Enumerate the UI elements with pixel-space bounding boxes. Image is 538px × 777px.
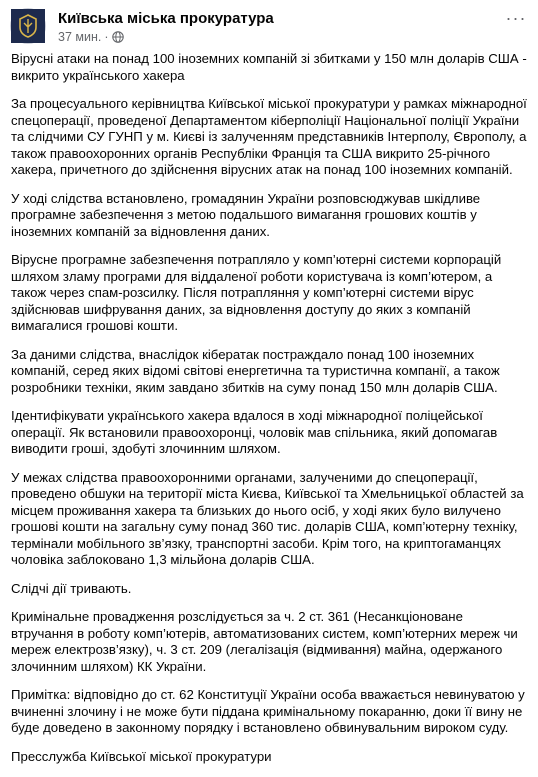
post-header — [10, 8, 530, 42]
page-name-link[interactable]: Київська міська прокуратура — [58, 10, 274, 27]
post-paragraph-note: Примітка: відповідно до ст. 62 Конституції України особа вважається невинуватою у вчиненні злочину і не може бути піддана кримінальному покаранню, доки її вину не буде доведено в законному порядку і встановлено обвинувальним вироком суду. — [11, 687, 525, 735]
post-paragraph: Кримінальне провадження розслідується за ч. 2 ст. 361 (Несанкціоноване втручання в роботу комп’ютерів, автоматизованих систем, комп’ютерних мереж чи мереж електрозв’язку), ч. 3 ст. 209 (легалізація (відмивання) майна, одержаного злочинним шляхом) КК України. — [11, 609, 518, 674]
post-paragraph: Вірусне програмне забезпечення потрапляло у комп’ютерні системи корпорацій шляхом зламу програми для віддаленої роботи користувача із комп’ютером, а також через спам-розсилку. Після потрапляння у комп’ютерні системи вірус здійснював шифрування даних, за відновлення доступу до яких з компаній вимагалися грошові кошти. — [11, 252, 502, 333]
post-paragraph-headline: Вірусні атаки на понад 100 іноземних компаній зі збитками у 150 млн доларів США - викрито українського хакера — [11, 51, 527, 83]
post-timestamp[interactable]: 37 мин. — [58, 30, 102, 44]
post-paragraph: У межах слідства правоохоронними органами, залученими до спецоперації, проведено обшуки на території міста Києва, Київської та Хмельницької областей за місцем проживання хакера та близьких до нього осіб, у ході яких було вилучено грошові кошти на загальну суму понад 360 тис. доларів США, комп’ютерну техніку, термінали мобільного зв’язку, транспортні засоби. Крім того, на криптогаманцях чоловіка заблоковано 1,3 мільйона доларів США. — [11, 469, 524, 567]
post-signature: Пресслужба Київської міської прокуратури — [11, 748, 272, 764]
globe-icon — [112, 31, 124, 43]
more-horizontal-icon: ··· — [505, 8, 527, 28]
post-paragraph: За процесуального керівництва Київської міської прокуратури у рамках міжнародної спецоперації, проведеної Департаментом кіберполіції Національної поліції України та слідчими СУ ГУНП у м. Києві із залученням представників Інтерполу, Європолу, а також правоохоронних органів Республіки Франція та США викрито 25-річного хакера, причетного до здійснення вірусних атак на понад 100 іноземних компаній. — [11, 96, 527, 177]
post-paragraph: У ході слідства встановлено, громадянин України розповсюджував шкідливе програмне забезпечення з метою подальшого вимагання грошових коштів у іноземних компаній за відновлення даних. — [11, 190, 481, 239]
post-paragraph: Ідентифікувати українського хакера вдалося в ході міжнародної поліцейської операції. Як встановили правоохоронці, чоловік мав спільника, який допомагав виводити гроші, здобуті злочинним шляхом. — [11, 408, 498, 456]
post-paragraph: Слідчі дії тривають. — [11, 580, 132, 596]
post-body — [11, 51, 527, 777]
meta-separator: · — [104, 30, 109, 44]
page-avatar[interactable] — [10, 8, 46, 44]
more-options-button[interactable] — [504, 8, 528, 32]
post-paragraph: За даними слідства, внаслідок кібератак постраждало понад 100 іноземних компаній, серед яких відомі світові енергетична та туристична компанії, а також розробники техніки, яким завдано збитків на суму понад 150 млн доларів США. — [11, 346, 500, 395]
post-meta — [58, 30, 124, 44]
prosecutor-emblem-icon — [11, 9, 45, 43]
